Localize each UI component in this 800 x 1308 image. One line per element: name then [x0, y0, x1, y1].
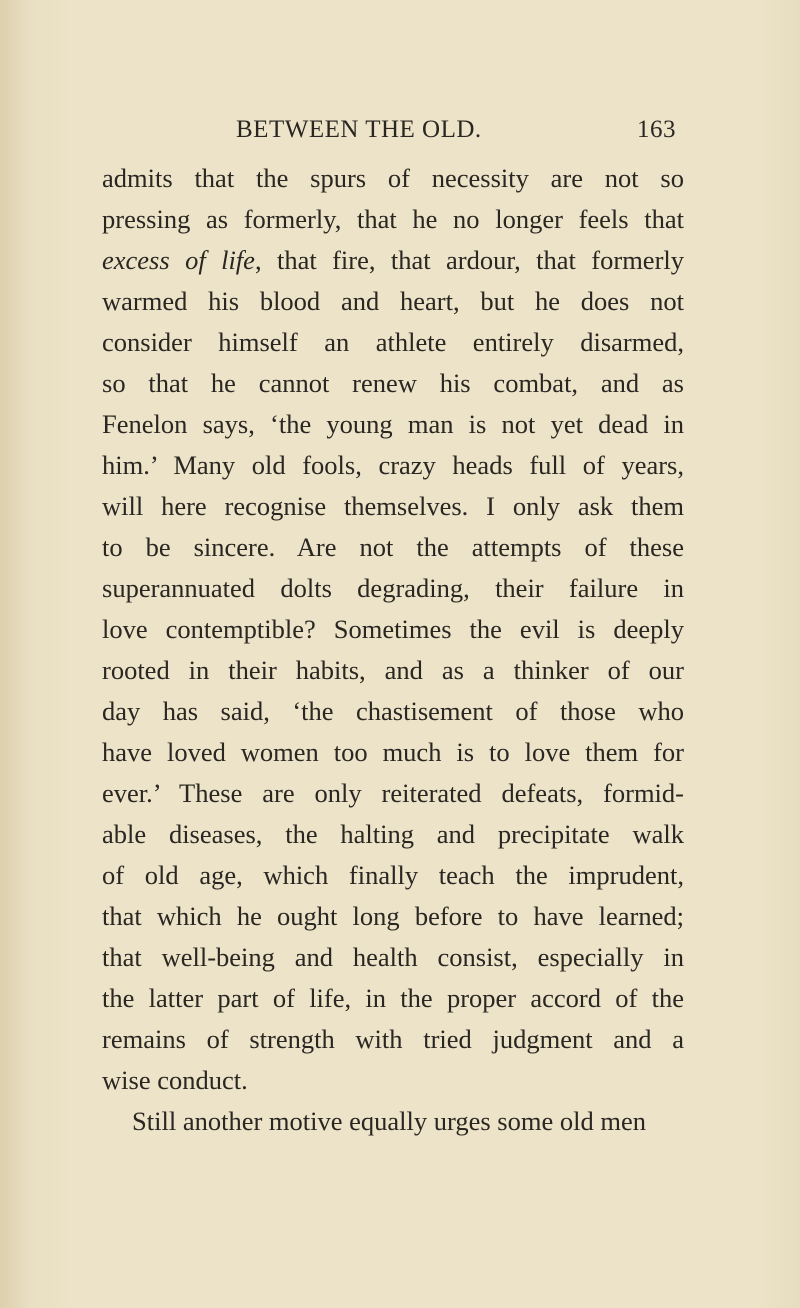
text-line: wise conduct.: [102, 1065, 248, 1095]
body-text: [102, 158, 684, 1142]
text-line: remains of strength with tried judgment and a: [102, 1024, 684, 1054]
text-line: Fenelon says, ‘the young man is not yet dead in: [102, 409, 684, 439]
running-title: BETWEEN THE OLD.: [236, 116, 482, 143]
italic-phrase: excess of life: [102, 245, 255, 275]
text-line: pressing as formerly, that he no longer feels that: [102, 204, 684, 234]
text-line: the latter part of life, in the proper accord of the: [102, 983, 684, 1013]
page-number: 163: [637, 116, 676, 143]
text-line: [102, 240, 684, 281]
text-line: consider himself an athlete entirely disarmed,: [102, 327, 684, 357]
text-line: so that he cannot renew his combat, and as: [102, 368, 684, 398]
text-line: to be sincere. Are not the attempts of these: [102, 532, 684, 562]
text-line: day has said, ‘the chastisement of those who: [102, 696, 684, 726]
text-line: that which he ought long before to have learned;: [102, 901, 684, 931]
text-line: that well-being and health consist, especially in: [102, 942, 684, 972]
text-line: superannuated dolts degrading, their failure in: [102, 573, 684, 603]
text-line: love contemptible? Sometimes the evil is deeply: [102, 614, 684, 644]
text-line: will here recognise themselves. I only ask them: [102, 491, 684, 521]
text-line: ever.’ These are only reiterated defeats, formid-: [102, 778, 684, 808]
text-line: Still another motive equally urges some old men: [132, 1106, 646, 1136]
text-line: able diseases, the halting and precipitate walk: [102, 819, 684, 849]
text-line: warmed his blood and heart, but he does not: [102, 286, 684, 316]
text-line: have loved women too much is to love them for: [102, 737, 684, 767]
text-line: him.’ Many old fools, crazy heads full of years,: [102, 450, 684, 480]
text-line: of old age, which finally teach the imprudent,: [102, 860, 684, 890]
text-line: rooted in their habits, and as a thinker of our: [102, 655, 684, 685]
text-line-rest: , that fire, that ardour, that formerly: [254, 245, 684, 275]
running-head: [236, 116, 676, 156]
text-line: admits that the spurs of necessity are not so: [102, 163, 684, 193]
